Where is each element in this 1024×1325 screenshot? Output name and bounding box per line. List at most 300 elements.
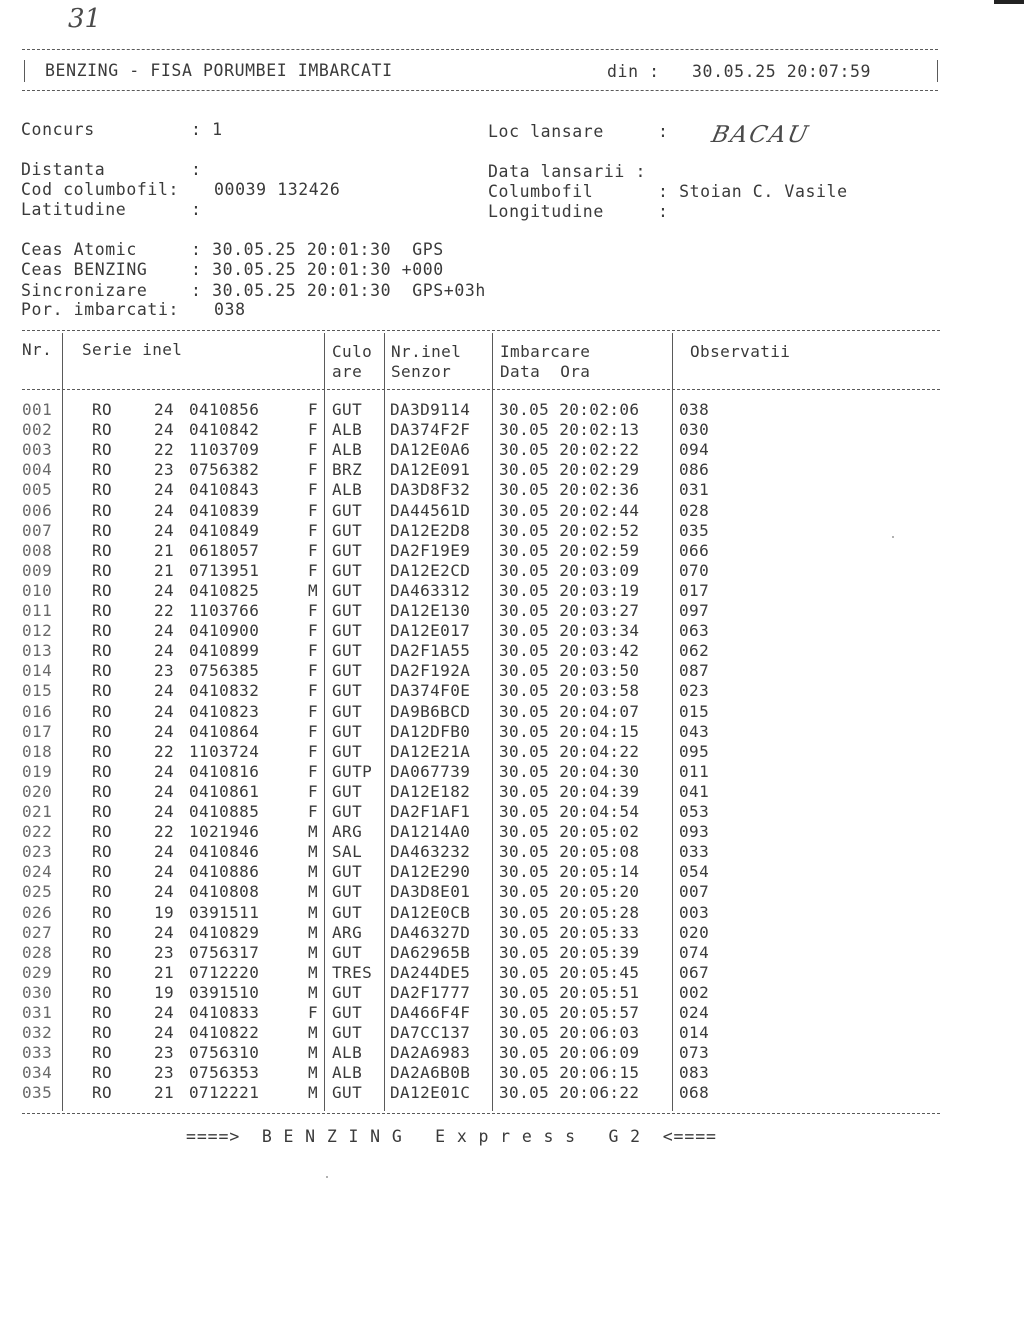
row-number: 023 (22, 842, 53, 862)
observation-code: 073 (679, 1043, 710, 1063)
ring-number: 1103724 (189, 741, 260, 761)
columbofil-value: : Stoian C. Vasile (658, 182, 848, 201)
sensor-ring: DA374F0E (390, 681, 471, 701)
color: ALB (332, 420, 363, 440)
row-number: 029 (22, 962, 53, 982)
embark-datetime: 30.05 20:02:22 (499, 440, 640, 460)
sex: M (308, 842, 319, 862)
sensor-ring: DA2A6983 (390, 1043, 471, 1063)
sex: F (308, 601, 319, 620)
ring-number: 0410825 (189, 580, 260, 600)
sex: M (308, 1023, 319, 1043)
sensor-ring: DA12E0CB (390, 902, 471, 922)
sex: F (308, 621, 319, 641)
ring-number: 0756317 (189, 942, 260, 962)
row-number: 006 (22, 500, 53, 520)
sex: F (308, 641, 319, 661)
country-code: RO (92, 480, 113, 500)
sex: F (308, 802, 319, 821)
embark-datetime: 30.05 20:02:06 (499, 400, 640, 419)
color: GUT (332, 701, 363, 721)
country-code: RO (92, 400, 113, 419)
sex: F (308, 721, 319, 741)
observation-code: 017 (679, 580, 710, 600)
country-code: RO (92, 520, 113, 540)
sensor-ring: DA46327D (390, 922, 471, 942)
country-code: RO (92, 1043, 113, 1063)
row-number: 019 (22, 761, 53, 781)
scan-edge-mark (994, 0, 1024, 4)
country-code: RO (92, 862, 113, 882)
ceas-atomic-value: : 30.05.25 20:01:30 GPS (191, 240, 444, 259)
row-number: 021 (22, 802, 53, 821)
sex: F (308, 500, 319, 520)
ring-year: 24 (154, 420, 175, 440)
col-header-imbarcare-1: Imbarcare (500, 342, 591, 361)
embark-datetime: 30.05 20:03:50 (499, 661, 640, 681)
ring-number: 1103709 (189, 440, 260, 460)
ring-year: 24 (154, 500, 175, 520)
ring-year: 24 (154, 1003, 175, 1022)
color: GUT (332, 520, 363, 540)
country-code: RO (92, 540, 113, 560)
observation-code: 054 (679, 862, 710, 882)
country-code: RO (92, 761, 113, 781)
embark-datetime: 30.05 20:04:07 (499, 701, 640, 721)
country-code: RO (92, 420, 113, 440)
ring-year: 23 (154, 942, 175, 962)
row-number: 013 (22, 641, 53, 661)
ring-number: 0410808 (189, 882, 260, 902)
ring-number: 0410849 (189, 520, 260, 540)
row-number: 005 (22, 480, 53, 500)
embark-datetime: 30.05 20:05:45 (499, 962, 640, 982)
ring-number: 0712220 (189, 962, 260, 982)
sex: F (308, 520, 319, 540)
country-code: RO (92, 580, 113, 600)
color: GUT (332, 661, 363, 681)
country-code: RO (92, 440, 113, 460)
cod-columbofil-value: 00039 132426 (214, 180, 341, 199)
embark-datetime: 30.05 20:04:39 (499, 781, 640, 801)
observation-code: 030 (679, 420, 710, 440)
ring-number: 1021946 (189, 822, 260, 842)
ring-number: 0410842 (189, 420, 260, 440)
row-number: 031 (22, 1003, 53, 1022)
observation-code: 062 (679, 641, 710, 661)
country-code: RO (92, 922, 113, 942)
cod-columbofil-label: Cod columbofil: (21, 180, 180, 199)
ring-number: 0618057 (189, 540, 260, 560)
sensor-ring: DA7CC137 (390, 1023, 471, 1043)
observation-code: 020 (679, 922, 710, 942)
sincronizare-value: : 30.05.25 20:01:30 GPS+03h (191, 281, 486, 300)
columbofil-label: Columbofil (488, 182, 594, 201)
ring-year: 24 (154, 721, 175, 741)
sex: F (308, 480, 319, 500)
embark-datetime: 30.05 20:04:30 (499, 761, 640, 781)
sex: M (308, 922, 319, 942)
sensor-ring: DA463232 (390, 842, 471, 862)
observation-code: 031 (679, 480, 710, 500)
ring-year: 24 (154, 781, 175, 801)
ring-year: 24 (154, 842, 175, 862)
sex: M (308, 1063, 319, 1083)
concurs-value: : 1 (191, 120, 223, 139)
ring-year: 24 (154, 641, 175, 661)
sex: F (308, 460, 319, 480)
color: ALB (332, 1063, 363, 1083)
embark-datetime: 30.05 20:05:51 (499, 982, 640, 1002)
color: GUT (332, 601, 363, 620)
embark-datetime: 30.05 20:03:58 (499, 681, 640, 701)
embark-datetime: 30.05 20:05:14 (499, 862, 640, 882)
color: ARG (332, 922, 363, 942)
row-number: 032 (22, 1023, 53, 1043)
color: GUT (332, 540, 363, 560)
row-number: 033 (22, 1043, 53, 1063)
loc-lansare-sep: : (658, 122, 669, 141)
ring-number: 1103766 (189, 601, 260, 620)
country-code: RO (92, 621, 113, 641)
sex: F (308, 781, 319, 801)
embark-datetime: 30.05 20:03:27 (499, 601, 640, 620)
country-code: RO (92, 601, 113, 620)
sex: F (308, 661, 319, 681)
col-header-observatii: Observatii (690, 342, 791, 361)
observation-code: 023 (679, 681, 710, 701)
ring-number: 0410885 (189, 802, 260, 821)
country-code: RO (92, 1003, 113, 1022)
country-code: RO (92, 741, 113, 761)
sensor-ring: DA12E21A (390, 741, 471, 761)
embark-datetime: 30.05 20:06:03 (499, 1023, 640, 1043)
ring-year: 24 (154, 520, 175, 540)
ring-year: 23 (154, 460, 175, 480)
embark-datetime: 30.05 20:05:33 (499, 922, 640, 942)
embark-datetime: 30.05 20:05:39 (499, 942, 640, 962)
sensor-ring: DA067739 (390, 761, 471, 781)
color: SAL (332, 842, 363, 862)
observation-code: 007 (679, 882, 710, 902)
ring-number: 0410822 (189, 1023, 260, 1043)
sensor-ring: DA374F2F (390, 420, 471, 440)
sensor-ring: DA12E017 (390, 621, 471, 641)
color: GUT (332, 862, 363, 882)
ring-year: 23 (154, 1063, 175, 1083)
longitudine-label: Longitudine (488, 202, 604, 221)
sensor-ring: DA44561D (390, 500, 471, 520)
data-lansarii-label: Data lansarii : (488, 162, 647, 181)
sensor-ring: DA2F192A (390, 661, 471, 681)
ring-year: 21 (154, 962, 175, 982)
color: ARG (332, 822, 363, 842)
embark-datetime: 30.05 20:03:09 (499, 560, 640, 580)
ring-number: 0410886 (189, 862, 260, 882)
embark-datetime: 30.05 20:04:54 (499, 802, 640, 821)
col-header-nr-inel-2: Senzor (391, 362, 452, 381)
embark-datetime: 30.05 20:05:02 (499, 822, 640, 842)
sex: F (308, 761, 319, 781)
ring-year: 22 (154, 822, 175, 842)
ring-number: 0410856 (189, 400, 260, 419)
observation-code: 041 (679, 781, 710, 801)
row-number: 022 (22, 822, 53, 842)
country-code: RO (92, 1023, 113, 1043)
sex: F (308, 400, 319, 419)
observation-code: 014 (679, 1023, 710, 1043)
sensor-ring: DA3D9114 (390, 400, 471, 419)
footer-brand: ====> B E N Z I N G E x p r e s s G 2 <==== (186, 1127, 717, 1146)
porumbei-imbarcati-value: 038 (214, 300, 246, 319)
sensor-ring: DA466F4F (390, 1003, 471, 1022)
col-header-culoare-1: Culo (332, 342, 373, 361)
embark-datetime: 30.05 20:05:08 (499, 842, 640, 862)
row-number: 016 (22, 701, 53, 721)
color: ALB (332, 480, 363, 500)
ring-year: 24 (154, 1023, 175, 1043)
country-code: RO (92, 882, 113, 902)
color: GUT (332, 781, 363, 801)
country-code: RO (92, 701, 113, 721)
color: GUT (332, 1023, 363, 1043)
color: GUT (332, 721, 363, 741)
observation-code: 003 (679, 902, 710, 922)
sensor-ring: DA62965B (390, 942, 471, 962)
country-code: RO (92, 781, 113, 801)
concurs-label: Concurs (21, 120, 95, 139)
country-code: RO (92, 842, 113, 862)
ring-number: 0410829 (189, 922, 260, 942)
ring-number: 0410899 (189, 641, 260, 661)
ring-number: 0410900 (189, 621, 260, 641)
row-number: 028 (22, 942, 53, 962)
ceas-benzing-value: : 30.05.25 20:01:30 +000 (191, 260, 444, 279)
color: BRZ (332, 460, 363, 480)
sex: F (308, 560, 319, 580)
row-number: 024 (22, 862, 53, 882)
embark-datetime: 30.05 20:06:15 (499, 1063, 640, 1083)
ring-number: 0410846 (189, 842, 260, 862)
report-datetime: 30.05.25 20:07:59 (692, 62, 872, 81)
color: ALB (332, 440, 363, 460)
ring-number: 0756310 (189, 1043, 260, 1063)
sex: M (308, 1083, 319, 1103)
porumbei-imbarcati-label: Por. imbarcati: (21, 300, 180, 319)
observation-code: 038 (679, 400, 710, 419)
loc-lansare-label: Loc lansare (488, 122, 604, 141)
color: GUT (332, 621, 363, 641)
observation-code: 083 (679, 1063, 710, 1083)
handwritten-page-number: 31 (68, 4, 102, 34)
embark-datetime: 30.05 20:02:52 (499, 520, 640, 540)
observation-code: 035 (679, 520, 710, 540)
sex: F (308, 420, 319, 440)
color: ALB (332, 1043, 363, 1063)
row-number: 001 (22, 400, 53, 419)
embark-datetime: 30.05 20:02:29 (499, 460, 640, 480)
observation-code: 033 (679, 842, 710, 862)
sensor-ring: DA12E2CD (390, 560, 471, 580)
col-header-imbarcare-2: Data Ora (500, 362, 591, 381)
ring-number: 0410833 (189, 1003, 260, 1022)
row-number: 015 (22, 681, 53, 701)
ring-number: 0756353 (189, 1063, 260, 1083)
ring-year: 24 (154, 761, 175, 781)
sex: M (308, 942, 319, 962)
ring-year: 21 (154, 560, 175, 580)
ring-year: 21 (154, 1083, 175, 1103)
color: GUTP (332, 761, 373, 781)
embark-datetime: 30.05 20:04:15 (499, 721, 640, 741)
color: GUT (332, 400, 363, 419)
embark-datetime: 30.05 20:05:57 (499, 1003, 640, 1022)
ring-year: 24 (154, 681, 175, 701)
row-number: 017 (22, 721, 53, 741)
sensor-ring: DA12E2D8 (390, 520, 471, 540)
sensor-ring: DA463312 (390, 580, 471, 600)
loc-lansare-handwritten: BACAU (709, 122, 812, 148)
embark-datetime: 30.05 20:06:09 (499, 1043, 640, 1063)
embark-datetime: 30.05 20:02:36 (499, 480, 640, 500)
observation-code: 024 (679, 1003, 710, 1022)
row-number: 020 (22, 781, 53, 801)
row-number: 025 (22, 882, 53, 902)
sex: M (308, 902, 319, 922)
ring-year: 24 (154, 400, 175, 419)
row-number: 010 (22, 580, 53, 600)
report-din-label: din : (607, 62, 660, 81)
observation-code: 028 (679, 500, 710, 520)
sensor-ring: DA2F19E9 (390, 540, 471, 560)
embark-datetime: 30.05 20:03:34 (499, 621, 640, 641)
row-number: 018 (22, 741, 53, 761)
country-code: RO (92, 962, 113, 982)
sensor-ring: DA2F1AF1 (390, 802, 471, 821)
sensor-ring: DA12E290 (390, 862, 471, 882)
observation-code: 094 (679, 440, 710, 460)
observation-code: 070 (679, 560, 710, 580)
sensor-ring: DA3D8E01 (390, 882, 471, 902)
sex: F (308, 681, 319, 701)
scan-speck (892, 536, 894, 538)
sex: M (308, 982, 319, 1002)
country-code: RO (92, 661, 113, 681)
country-code: RO (92, 822, 113, 842)
sex: M (308, 862, 319, 882)
sensor-ring: DA3D8F32 (390, 480, 471, 500)
embark-datetime: 30.05 20:05:20 (499, 882, 640, 902)
observation-code: 063 (679, 621, 710, 641)
sensor-ring: DA2F1A55 (390, 641, 471, 661)
ceas-benzing-label: Ceas BENZING (21, 260, 148, 279)
country-code: RO (92, 641, 113, 661)
ring-year: 23 (154, 661, 175, 681)
color: GUT (332, 982, 363, 1002)
sincronizare-label: Sincronizare (21, 281, 148, 300)
row-number: 026 (22, 902, 53, 922)
ring-number: 0713951 (189, 560, 260, 580)
sensor-ring: DA12DFB0 (390, 721, 471, 741)
country-code: RO (92, 942, 113, 962)
ring-year: 22 (154, 601, 175, 620)
ring-year: 24 (154, 621, 175, 641)
latitudine-label: Latitudine (21, 200, 127, 219)
row-number: 034 (22, 1063, 53, 1083)
sensor-ring: DA12E130 (390, 601, 471, 620)
embark-datetime: 30.05 20:02:59 (499, 540, 640, 560)
observation-code: 087 (679, 661, 710, 681)
ring-year: 19 (154, 902, 175, 922)
embark-datetime: 30.05 20:02:44 (499, 500, 640, 520)
color: GUT (332, 681, 363, 701)
ring-number: 0410843 (189, 480, 260, 500)
sensor-ring: DA12E182 (390, 781, 471, 801)
observation-code: 011 (679, 761, 710, 781)
country-code: RO (92, 560, 113, 580)
color: TRES (332, 962, 373, 982)
ring-number: 0410816 (189, 761, 260, 781)
ring-year: 24 (154, 802, 175, 821)
observation-code: 015 (679, 701, 710, 721)
country-code: RO (92, 681, 113, 701)
distanta-value: : (191, 160, 202, 179)
country-code: RO (92, 902, 113, 922)
country-code: RO (92, 1083, 113, 1103)
sex: M (308, 580, 319, 600)
observation-code: 002 (679, 982, 710, 1002)
color: GUT (332, 942, 363, 962)
color: GUT (332, 802, 363, 821)
sex: F (308, 440, 319, 460)
row-number: 014 (22, 661, 53, 681)
col-header-nr: Nr. (22, 340, 53, 359)
sex: M (308, 1043, 319, 1063)
ring-number: 0712221 (189, 1083, 260, 1103)
sex: F (308, 701, 319, 721)
country-code: RO (92, 460, 113, 480)
sensor-ring: DA9B6BCD (390, 701, 471, 721)
latitudine-value: : (191, 200, 202, 219)
row-number: 003 (22, 440, 53, 460)
ring-number: 0756382 (189, 460, 260, 480)
ring-year: 22 (154, 440, 175, 460)
ring-number: 0391510 (189, 982, 260, 1002)
observation-code: 074 (679, 942, 710, 962)
embark-datetime: 30.05 20:04:22 (499, 741, 640, 761)
report-title: BENZING - FISA PORUMBEI IMBARCATI (45, 61, 393, 80)
color: GUT (332, 1003, 363, 1022)
row-number: 012 (22, 621, 53, 641)
embark-datetime: 30.05 20:03:19 (499, 580, 640, 600)
ring-year: 21 (154, 540, 175, 560)
row-number: 027 (22, 922, 53, 942)
sensor-ring: DA12E091 (390, 460, 471, 480)
ring-year: 24 (154, 580, 175, 600)
observation-code: 086 (679, 460, 710, 480)
ring-number: 0391511 (189, 902, 260, 922)
observation-code: 043 (679, 721, 710, 741)
sex: M (308, 822, 319, 842)
ring-number: 0410861 (189, 781, 260, 801)
sensor-ring: DA12E0A6 (390, 440, 471, 460)
sensor-ring: DA244DE5 (390, 962, 471, 982)
embark-datetime: 30.05 20:03:42 (499, 641, 640, 661)
longitudine-value: : (658, 202, 669, 221)
observation-code: 067 (679, 962, 710, 982)
embark-datetime: 30.05 20:05:28 (499, 902, 640, 922)
sensor-ring: DA2A6B0B (390, 1063, 471, 1083)
